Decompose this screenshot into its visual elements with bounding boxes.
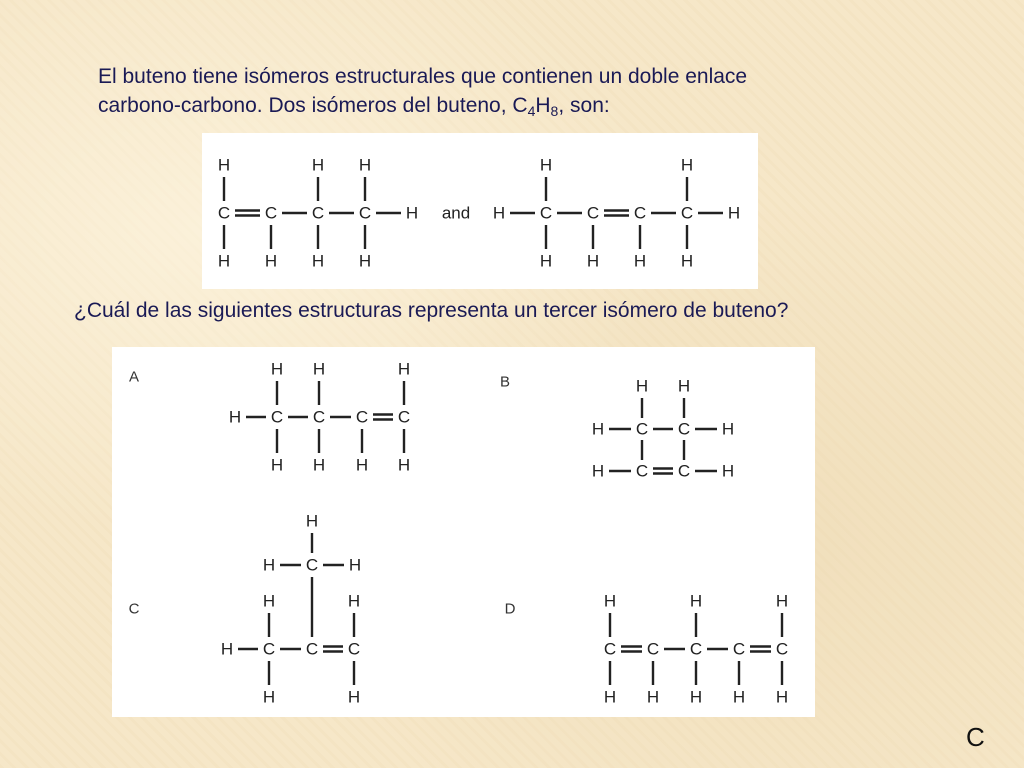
option-label-d: D xyxy=(504,600,516,618)
hydrogen-atom: H xyxy=(270,455,284,475)
intro-text xyxy=(98,62,938,120)
carbon-atom: C xyxy=(689,639,703,659)
carbon-atom: C xyxy=(347,639,361,659)
carbon-atom: C xyxy=(633,203,647,223)
carbon-atom: C xyxy=(677,419,691,439)
carbon-atom: C xyxy=(677,461,691,481)
carbon-atom: C xyxy=(312,407,326,427)
hydrogen-atom: H xyxy=(305,511,319,531)
hydrogen-atom: H xyxy=(603,687,617,707)
carbon-atom: C xyxy=(646,639,660,659)
carbon-atom: C xyxy=(262,639,276,659)
carbon-atom: C xyxy=(358,203,372,223)
hydrogen-atom: H xyxy=(492,203,506,223)
carbon-atom: C xyxy=(635,461,649,481)
hydrogen-atom: H xyxy=(355,455,369,475)
hydrogen-atom: H xyxy=(721,461,735,481)
hydrogen-atom: H xyxy=(586,251,600,271)
hydrogen-atom: H xyxy=(347,591,361,611)
hydrogen-atom: H xyxy=(397,359,411,379)
hydrogen-atom: H xyxy=(721,419,735,439)
given-isomers-svg xyxy=(202,133,758,289)
carbon-atom: C xyxy=(311,203,325,223)
carbon-atom: C xyxy=(217,203,231,223)
hydrogen-atom: H xyxy=(262,591,276,611)
hydrogen-atom: H xyxy=(680,155,694,175)
hydrogen-atom: H xyxy=(262,555,276,575)
hydrogen-atom: H xyxy=(633,251,647,271)
connector-and: and xyxy=(441,203,471,223)
hydrogen-atom: H xyxy=(591,461,605,481)
hydrogen-atom: H xyxy=(312,455,326,475)
hydrogen-atom: H xyxy=(727,203,741,223)
hydrogen-atom: H xyxy=(775,591,789,611)
answer-options-figure xyxy=(112,347,815,717)
hydrogen-atom: H xyxy=(270,359,284,379)
hydrogen-atom: H xyxy=(591,419,605,439)
hydrogen-atom: H xyxy=(264,251,278,271)
hydrogen-atom: H xyxy=(539,251,553,271)
hydrogen-atom: H xyxy=(539,155,553,175)
hydrogen-atom: H xyxy=(680,251,694,271)
carbon-atom: C xyxy=(775,639,789,659)
intro-line-1: El buteno tiene isómeros estructurales que contienen un doble enlace xyxy=(98,65,748,88)
hydrogen-atom: H xyxy=(311,251,325,271)
carbon-atom: C xyxy=(586,203,600,223)
hydrogen-atom: H xyxy=(311,155,325,175)
carbon-atom: C xyxy=(603,639,617,659)
hydrogen-atom: H xyxy=(397,455,411,475)
carbon-atom: C xyxy=(635,419,649,439)
carbon-atom: C xyxy=(732,639,746,659)
hydrogen-atom: H xyxy=(217,251,231,271)
given-isomers-figure xyxy=(202,133,758,289)
option-label-c: C xyxy=(128,600,140,618)
hydrogen-atom: H xyxy=(217,155,231,175)
carbon-atom: C xyxy=(355,407,369,427)
hydrogen-atom: H xyxy=(689,687,703,707)
carbon-atom: C xyxy=(305,555,319,575)
answer-options-svg xyxy=(112,347,815,717)
option-label-b: B xyxy=(499,373,511,391)
hydrogen-atom: H xyxy=(677,376,691,396)
hydrogen-atom: H xyxy=(348,555,362,575)
hydrogen-atom: H xyxy=(358,155,372,175)
carbon-atom: C xyxy=(305,639,319,659)
hydrogen-atom: H xyxy=(689,591,703,611)
hydrogen-atom: H xyxy=(358,251,372,271)
hydrogen-atom: H xyxy=(228,407,242,427)
carbon-atom: C xyxy=(539,203,553,223)
question-prompt: ¿Cuál de las siguientes estructuras representa un tercer isómero de buteno? xyxy=(74,299,789,322)
carbon-atom: C xyxy=(680,203,694,223)
hydrogen-atom: H xyxy=(347,687,361,707)
hydrogen-atom: H xyxy=(405,203,419,223)
hydrogen-atom: H xyxy=(646,687,660,707)
carbon-atom: C xyxy=(397,407,411,427)
hydrogen-atom: H xyxy=(635,376,649,396)
hydrogen-atom: H xyxy=(775,687,789,707)
carbon-atom: C xyxy=(264,203,278,223)
answer-letter: C xyxy=(966,722,985,752)
option-label-a: A xyxy=(128,368,140,386)
carbon-atom: C xyxy=(270,407,284,427)
intro-line-2: carbono-carbono. Dos isómeros del buteno, $C_4H_8$, son: xyxy=(98,94,610,119)
hydrogen-atom: H xyxy=(603,591,617,611)
hydrogen-atom: H xyxy=(220,639,234,659)
hydrogen-atom: H xyxy=(262,687,276,707)
hydrogen-atom: H xyxy=(312,359,326,379)
hydrogen-atom: H xyxy=(732,687,746,707)
